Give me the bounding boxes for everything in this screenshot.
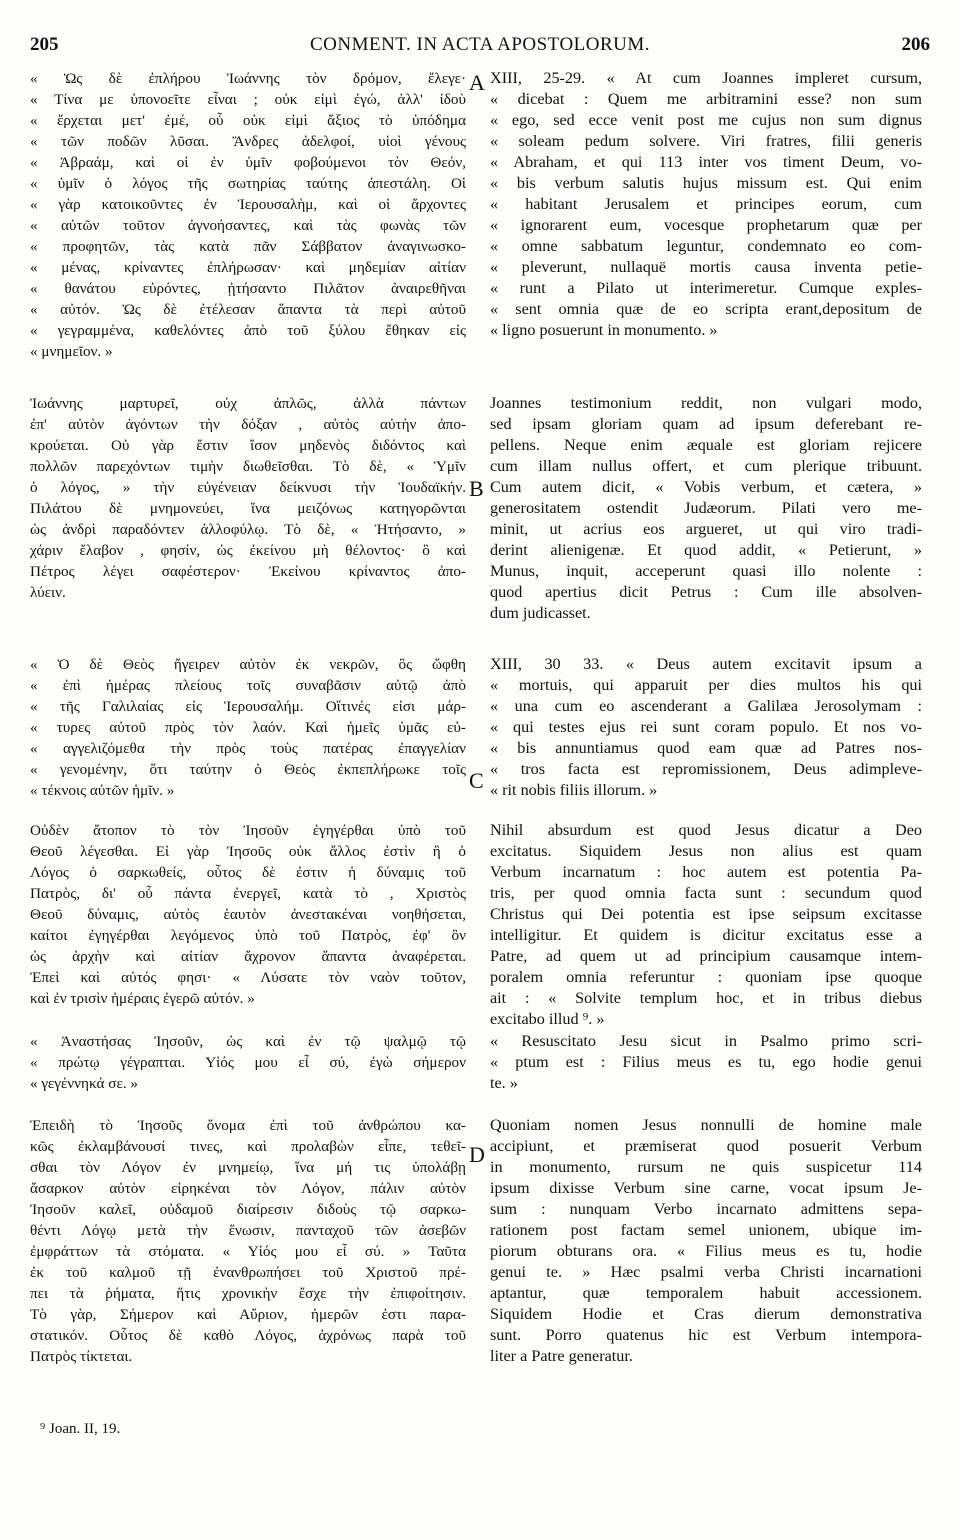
- latin-text-line: « bis verbum salutis hujus missum est. Qui enim: [490, 174, 922, 192]
- greek-text-line: σθαι τὸν Λόγον ἐν μνημείῳ, ἵνα μή τις ὑπολάβῃ: [30, 1159, 466, 1176]
- greek-text-line: Οὐδὲν ἄτοπον τὸ τὸν Ἰησοῦν ἐγηγέρθαι ὑπὸ τοῦ: [30, 822, 466, 839]
- greek-text-line: « ἔρχεται μετ' ἐμέ, οὗ οὐκ εἰμὶ ἄξιος τὸ ὑπόδημα: [30, 112, 466, 129]
- latin-text-line: « soleam pedum solvere. Viri fratres, filii generis: [490, 132, 922, 150]
- latin-text-line: sed ipsam gloriam quam ad ipsum deferebant re-: [490, 415, 922, 433]
- latin-text-line: « Resuscitato Jesu sicut in Psalmo primo scri-: [490, 1032, 922, 1050]
- page-header: [30, 34, 930, 64]
- greek-text-line: « τέκνοις αὐτῶν ἡμῖν. »: [30, 782, 175, 799]
- greek-text-line: « προφητῶν, τὰς κατὰ πᾶν Σάββατον ἀναγινωσκο-: [30, 238, 466, 255]
- greek-text-line: Πέτρος λέγει σαφέστερον· Ἐκείνου κρίναντος ἀπο-: [30, 563, 466, 580]
- greek-text-line: Πιλάτου δὲ μνημονεύει, ἵνα μειζόνως κατηγορῶνται: [30, 500, 466, 517]
- greek-text-line: Θεοῦ λέγεσθαι. Εἰ γὰρ Ἰησοῦς οὐκ ἄλλος ἐστὶν ἢ ὁ: [30, 843, 466, 860]
- greek-text-line: « γὰρ κατοικοῦντες ἐν Ἱερουσαλὴμ, καὶ οἱ ἄρχοντες: [30, 196, 466, 213]
- greek-text-line: Πατρὸς τίκτεται.: [30, 1348, 133, 1365]
- greek-paragraph: [30, 654, 466, 801]
- greek-text-line: Τὸ γὰρ, Σήμερον καὶ Αὔριον, ἡμερῶν ἐστι παρα-: [30, 1306, 466, 1323]
- latin-text-line: XIII, 30 33. « Deus autem excitavit ipsum a: [490, 655, 922, 673]
- margin-letter-a: A: [469, 70, 485, 95]
- greek-text-line: Λόγος ὁ σαρκωθείς, οὗτος δὲ ἐστιν ἡ δύναμις τοῦ: [30, 864, 466, 881]
- greek-text-line: θέντι Λόγῳ μετὰ τὴν ἕνωσιν, πανταχοῦ τῶν ἀσεβῶν: [30, 1222, 466, 1239]
- latin-text-line: « ligno posuerunt in monumento. »: [490, 321, 718, 339]
- greek-text-line: « μνημεῖον. »: [30, 343, 113, 360]
- latin-text-line: « tros facta est repromissionem, Deus adimpleve-: [490, 760, 922, 778]
- greek-text-line: Θεοῦ δύναμις, αὐτὸς ἑαυτὸν ἀνεστακέναι νοηθήσεται,: [30, 906, 466, 923]
- greek-text-line: ἐμφράττων τὰ στόματα. « Υἱός μου εἶ σύ. » Ταῦτα: [30, 1243, 466, 1260]
- latin-text-line: poralem omnia referuntur : quoniam ipse quoque: [490, 968, 922, 986]
- greek-text-line: « Ὡς δὲ ἐπλήρου Ἰωάννης τὸν δρόμον, ἔλεγε·: [30, 70, 466, 87]
- greek-paragraph: [30, 820, 466, 1009]
- greek-text-line: ἐκ τοῦ καλμοῦ τῇ ἐνανθρωπήσει τοῦ Χριστοῦ πρέ-: [30, 1264, 466, 1281]
- latin-paragraph: [490, 1031, 922, 1094]
- greek-text-line: κρούεται. Οὐ γὰρ ἔστιν ἴσον μηδενὸς διδόντος καὶ: [30, 437, 466, 454]
- latin-text-line: XIII, 25-29. « At cum Joannes impleret cursum,: [490, 69, 922, 87]
- latin-text-line: « rit nobis filiis illorum. »: [490, 781, 658, 799]
- greek-text-line: χάριν ἔλαβον , φησίν, ὡς ἐκείνου μὴ θέλοντος· ὃ καὶ: [30, 542, 466, 559]
- greek-text-line: καίτοι ἐγηγέρθαι λεγόμενος ὑπὸ τοῦ Πατρὸς, ἐφ' ὃν: [30, 927, 466, 944]
- greek-text-line: « αὐτῶν τοῦτον ἀγνοήσαντες, καὶ τὰς φωνὰς τῶν: [30, 217, 466, 234]
- margin-letter-b: B: [469, 476, 484, 501]
- latin-text-line: te. »: [490, 1074, 518, 1092]
- latin-text-line: « ptum est : Filius meus es tu, ego hodie genui: [490, 1053, 922, 1071]
- footnote: ⁹ Joan. II, 19.: [40, 1421, 121, 1437]
- latin-text-line: Siquidem Hodie et Cras dierum demonstrativa: [490, 1305, 922, 1323]
- greek-text-line: ἄσαρκον αὐτὸν εἰρηκέναι τὸν Λόγον, πάλιν αὐτὸν: [30, 1180, 466, 1197]
- latin-text-line: Joannes testimonium reddit, non vulgari modo,: [490, 394, 922, 412]
- latin-text-line: excitabo illud ⁹. »: [490, 1010, 605, 1028]
- latin-text-line: pellens. Neque enim æquale est gloriam rejicere: [490, 436, 922, 454]
- latin-text-line: Patre, ad quem ut ad principium causamque intem-: [490, 947, 922, 965]
- greek-text-line: Ἰωάννης μαρτυρεῖ, οὐχ ἁπλῶς, ἀλλὰ πάντων: [30, 395, 466, 412]
- latin-paragraph: [490, 820, 922, 1030]
- latin-text-line: Cum autem dicit, « Vobis verbum, et cætera, »: [490, 478, 922, 496]
- greek-text-line: ὡς ἀρχὴν καὶ αἰτίαν ἄχρονον ἅπαντα ἀναφέρεται.: [30, 948, 466, 965]
- greek-text-line: κῶς ἐκλαμβάνουσί τινες, καὶ προλαβὼν εἶπε, τεθεῖ-: [30, 1138, 466, 1155]
- latin-text-line: « runt a Pilato ut interimeretur. Cumque exples-: [490, 279, 922, 297]
- greek-text-line: Ἐπειδὴ τὸ Ἰησοῦς ὄνομα ἐπὶ τοῦ ἀνθρώπου κα-: [30, 1117, 466, 1134]
- latin-text-line: dum judicasset.: [490, 604, 591, 622]
- latin-text-line: generositatem ostendit Judæorum. Pilati vero me-: [490, 499, 922, 517]
- greek-text-line: στατικόν. Οὗτος δὲ καθὸ Λόγος, ἀχρόνως παρὰ τοῦ: [30, 1327, 466, 1344]
- greek-text-line: Ἰησοῦν καλεῖ, οὐδαμοῦ διαίρεσιν διδοὺς τῷ σαρκω-: [30, 1201, 466, 1218]
- greek-text-line: « τυρες αὐτοῦ πρὸς τὸν λαόν. Καὶ ἡμεῖς ὑμᾶς εὐ-: [30, 719, 466, 736]
- latin-text-line: derint alienigenæ. Et quod addit, « Petierunt, »: [490, 541, 922, 559]
- latin-text-line: minit, ut acrius eos argueret, ut qui viro tradi-: [490, 520, 922, 538]
- latin-text-line: « pleverunt, nullaquë mortis causa inventa petie-: [490, 258, 922, 276]
- latin-text-line: ait : « Solvite templum hoc, et in tribus diebus: [490, 989, 922, 1007]
- greek-paragraph: [30, 1115, 466, 1367]
- latin-text-line: accipiunt, et præmiserat quod posuerit Verbum: [490, 1137, 922, 1155]
- latin-paragraph: [490, 1115, 922, 1367]
- greek-text-line: « Ἀναστήσας Ἰησοῦν, ὡς καὶ ἐν τῷ ψαλμῷ τῷ: [30, 1033, 466, 1050]
- margin-letter-d: D: [469, 1142, 485, 1167]
- latin-text-line: genui te. » Hæc psalmi verba Christi incarnationi: [490, 1263, 922, 1281]
- right-page-number: 206: [901, 34, 930, 55]
- greek-text-line: « μένας, κρίναντες ἐπλήρωσαν· καὶ μηδεμίαν αἰτίαν: [30, 259, 466, 276]
- greek-text-line: « γεγέννηκά σε. »: [30, 1075, 139, 1092]
- latin-text-line: « dicebat : Quem me arbitramini esse? non sum: [490, 90, 922, 108]
- latin-text-line: « qui testes ejus rei sunt coram populo. Et nos vo-: [490, 718, 922, 736]
- greek-paragraph: [30, 1031, 466, 1094]
- greek-text-line: λύειν.: [30, 584, 66, 601]
- latin-paragraph: [490, 393, 922, 624]
- latin-text-line: ipsum dixisse Verbum sine carne, vocat ipsum Je-: [490, 1179, 922, 1197]
- margin-letter-c: C: [469, 768, 484, 793]
- latin-text-line: Quoniam nomen Jesus nonnulli de homine male: [490, 1116, 922, 1134]
- latin-text-line: Christus qui Dei potentia est ipse seipsum excitasse: [490, 905, 922, 923]
- latin-text-line: Nihil absurdum est quod Jesus dicatur a Deo: [490, 821, 922, 839]
- latin-text-line: « mortuis, qui apparuit per dies multos his qui: [490, 676, 922, 694]
- greek-text-line: « γενομένην, ὅτι ταύτην ὁ Θεὸς ἐκπεπλήρωκε τοῖς: [30, 761, 466, 778]
- latin-text-line: tris, per quod omnia facta sunt : secundum quod: [490, 884, 922, 902]
- latin-text-line: sum : nunquam Verbo incarnato admittens sepa-: [490, 1200, 922, 1218]
- greek-text-line: « θανάτου εὑρόντες, ᾐτήσαντο Πιλᾶτον ἀναιρεθῆναι: [30, 280, 466, 297]
- latin-text-line: « ignorarent eum, vocesque prophetarum quæ per: [490, 216, 922, 234]
- greek-paragraph: [30, 68, 466, 362]
- greek-text-line: πολλῶν παρεχόντων τιμὴν διωθεῖσθαι. Τὸ δὲ, « Ὑμῖν: [30, 458, 466, 475]
- latin-text-line: « sent omnia quæ de eo scripta erant,depositum de: [490, 300, 922, 318]
- left-page-number: 205: [30, 34, 59, 55]
- latin-text-line: quod apertius dicit Petrus : Cum ille absolven-: [490, 583, 922, 601]
- greek-text-line: πει τὰ ῥήματα, ἥτις χρονικὴν ἔσχε τὴν ἐπιφοίτησιν.: [30, 1285, 466, 1302]
- latin-text-line: « bis annuntiamus quod eam quæ ad Patres nos-: [490, 739, 922, 757]
- greek-text-line: « τῆς Γαλιλαίας εἰς Ἱερουσαλήμ. Οἵτινές εἰσι μάρ-: [30, 698, 466, 715]
- latin-text-line: « habitant Jerusalem et principes eorum, cum: [490, 195, 922, 213]
- latin-text-line: sunt. Porro quatenus hic est Verbum intempora-: [490, 1326, 922, 1344]
- greek-text-line: ὁ λόγος, » τὴν εὐγένειαν δείκνυσι τὴν Ἰουδαϊκήν.: [30, 479, 466, 496]
- latin-text-line: liter a Patre generatur.: [490, 1347, 633, 1365]
- latin-text-line: « ego, sed ecce venit post me cujus non sum dignus: [490, 111, 922, 129]
- greek-text-line: καὶ ἐν τρισὶν ἡμέραις ἐγερῶ αὐτόν. »: [30, 990, 255, 1007]
- latin-text-line: piorum obturans ora. « Filius meus es tu, hodie: [490, 1242, 922, 1260]
- greek-text-line: « Ὁ δὲ Θεὸς ἤγειρεν αὐτὸν ἐκ νεκρῶν, ὃς ὤφθη: [30, 656, 466, 673]
- latin-text-line: in monumento, rursum ne quis suspicetur 114: [490, 1158, 922, 1176]
- latin-text-line: « una cum eo ascenderant a Galilæa Jerosolymam :: [490, 697, 922, 715]
- greek-text-line: « αὐτόν. Ὡς δὲ ἐτέλεσαν ἅπαντα τὰ περὶ αὐτοῦ: [30, 301, 466, 318]
- greek-text-line: « Τίνα με ὑπονοεῖτε εἶναι ; οὐκ εἰμὶ ἐγώ, ἀλλ' ἰδοὺ: [30, 91, 466, 108]
- latin-text-line: rationem post factam semel unionem, ubique im-: [490, 1221, 922, 1239]
- latin-text-line: Verbum incarnatum : hoc autem est potentia Pa-: [490, 863, 922, 881]
- latin-text-line: Munus, inquit, acceperunt quasi illo nolente :: [490, 562, 922, 580]
- greek-text-line: « ὑμῖν ὁ λόγος τῆς σωτηρίας ταύτης ἀπεστάλη. Οἱ: [30, 175, 466, 192]
- greek-paragraph: [30, 393, 466, 603]
- greek-text-line: ὡς ἀνδρὶ παραδόντεν ἀλλοφύλῳ. Τὸ δὲ, « Ἠτήσαντο, »: [30, 521, 466, 538]
- greek-text-line: « τῶν ποδῶν λῦσαι. Ἄνδρες ἀδελφοί, υἱοὶ γένους: [30, 133, 466, 150]
- latin-text-line: excitatus. Siquidem Jesus non alius est quam: [490, 842, 922, 860]
- greek-text-line: ἐπ' αὐτὸν ἀγόντων τὴν δόξαν , αὐτὸς αὐτὴν ἀπο-: [30, 416, 466, 433]
- latin-text-line: cum illam nullus offert, et cum plerique tribuunt.: [490, 457, 922, 475]
- latin-text-line: « Abraham, et qui 113 inter vos timent Deum, vo-: [490, 153, 922, 171]
- latin-text-line: aptantur, quæ temporalem habuit accessionem.: [490, 1284, 922, 1302]
- greek-text-line: Πατρὸς, δι' οὗ πάντα ἐνεργεῖ, κατὰ τὸ , Χριστὸς: [30, 885, 466, 902]
- greek-text-line: Ἐπεὶ καὶ αὐτός φησι· « Λύσατε τὸν ναὸν τοῦτον,: [30, 969, 466, 986]
- latin-text-line: « omne sabbatum leguntur, condemnato eo com-: [490, 237, 922, 255]
- latin-paragraph: [490, 654, 922, 801]
- running-title: CONMENT. IN ACTA APOSTOLORUM.: [309, 34, 651, 55]
- latin-text-line: intelligitur. Et quidem is dicitur excitatus esse a: [490, 926, 922, 944]
- greek-text-line: « ἐπὶ ἡμέρας πλείους τοῖς συναβᾶσιν αὐτῷ ἀπὸ: [30, 677, 466, 694]
- greek-text-line: « αγγελιζόμεθα τὴν πρὸς τοὺς πατέρας ἐπαγγελίαν: [30, 740, 466, 757]
- greek-text-line: « πρώτῳ γέγραπται. Υἱός μου εἶ σύ, ἐγὼ σήμερον: [30, 1054, 466, 1071]
- latin-paragraph: [490, 68, 922, 341]
- greek-text-line: « Ἀβραάμ, καὶ οἱ ἐν ὑμῖν φοβούμενοι τὸν Θεόν,: [30, 154, 466, 171]
- greek-text-line: « γεγραμμένα, καθελόντες ἀπὸ τοῦ ξύλου ἔθηκαν εἰς: [30, 322, 466, 339]
